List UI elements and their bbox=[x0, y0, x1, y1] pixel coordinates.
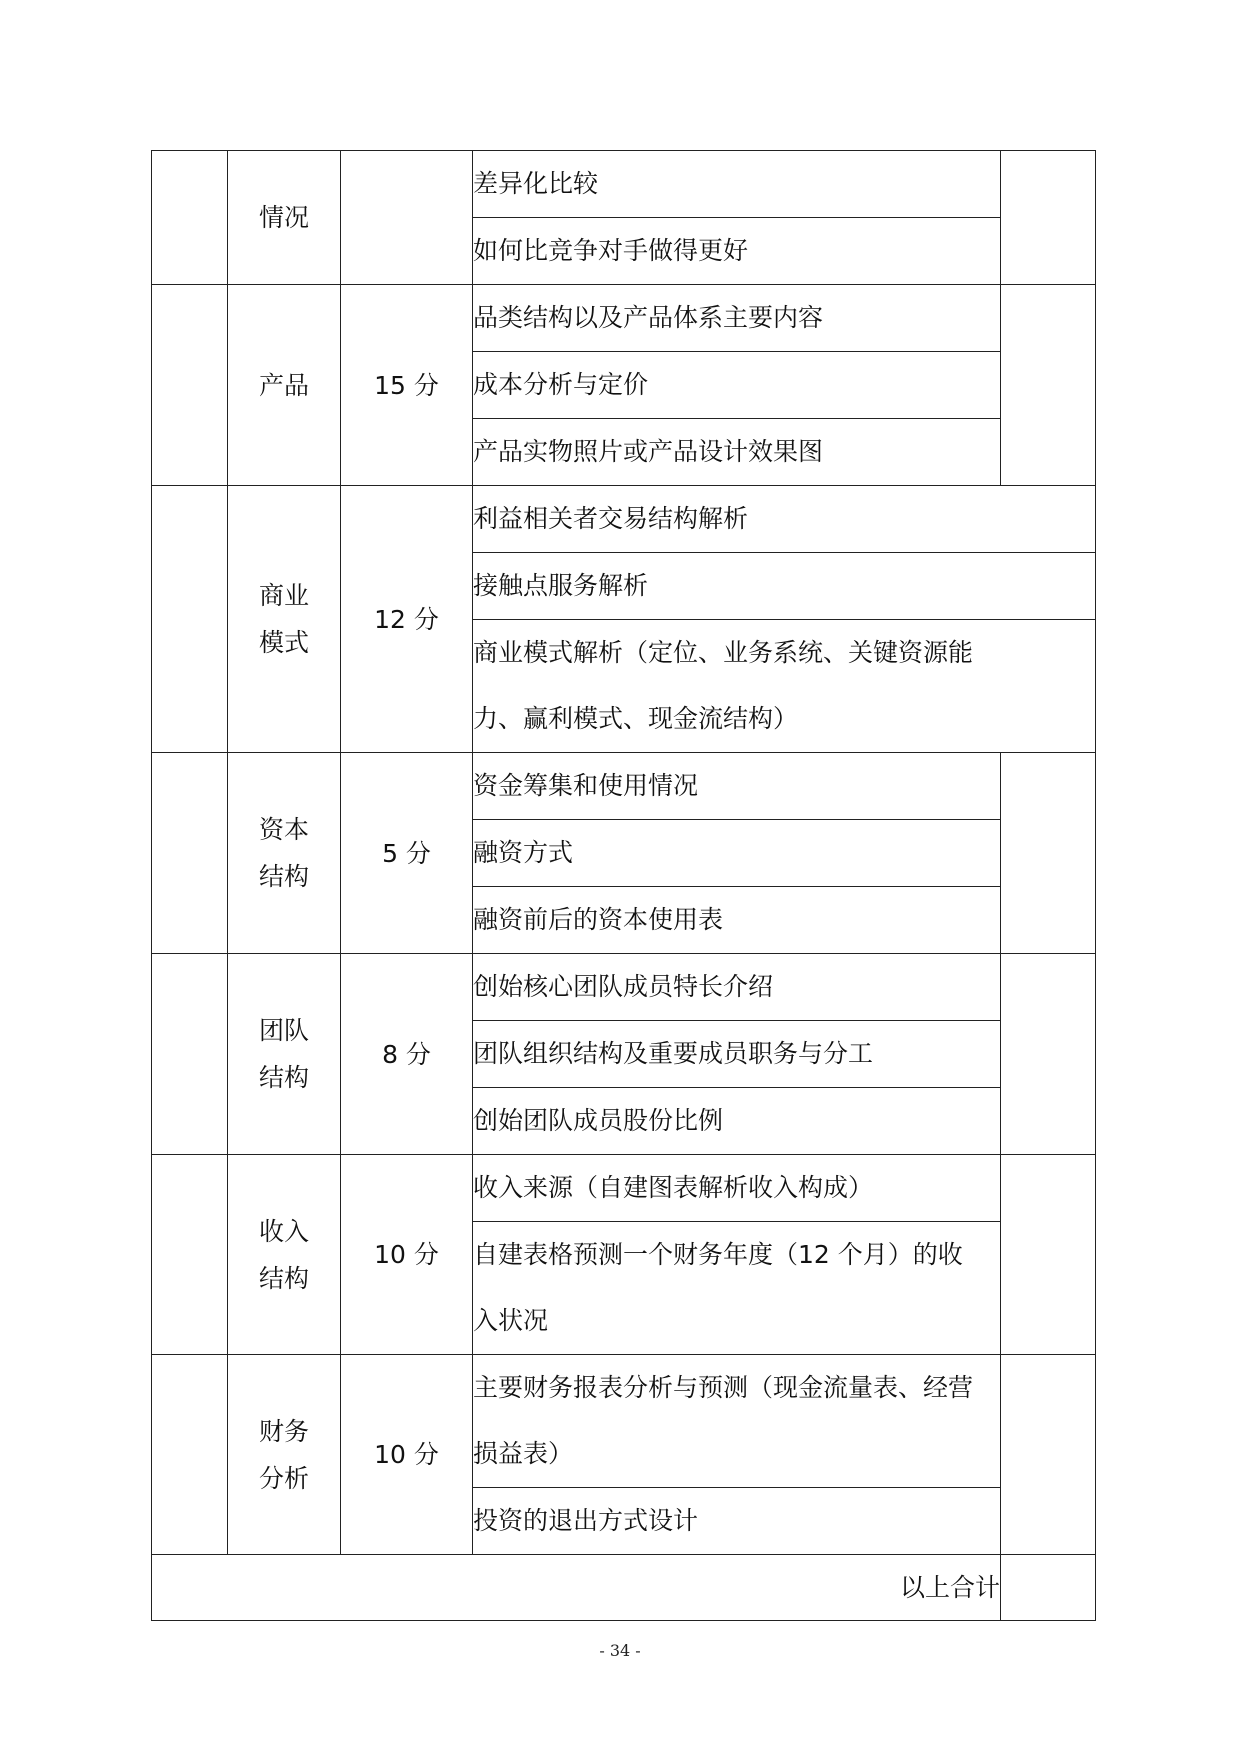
rating-cell[interactable] bbox=[1001, 753, 1096, 954]
score-cell bbox=[341, 1355, 473, 1555]
table-row bbox=[152, 1355, 1096, 1488]
category-label: 财务分析 bbox=[258, 1416, 309, 1493]
total-row bbox=[152, 1555, 1096, 1621]
category-label: 团队结构 bbox=[258, 1016, 309, 1092]
criterion-text: 主要财务报表分析与预测（现金流量表、经营损益表） bbox=[473, 1373, 974, 1468]
criterion-text: 产品实物照片或产品设计效果图 bbox=[473, 437, 824, 466]
category-label: 产品 bbox=[258, 370, 309, 400]
criterion-cell bbox=[473, 1021, 1001, 1088]
criterion-text: 融资方式 bbox=[473, 838, 574, 867]
criterion-text: 商业模式解析（定位、业务系统、关键资源能力、赢利模式、现金流结构） bbox=[473, 638, 974, 733]
criterion-cell bbox=[473, 1155, 1001, 1222]
criterion-text: 收入来源（自建图表解析收入构成） bbox=[473, 1173, 874, 1202]
category-cell bbox=[228, 954, 341, 1155]
criterion-cell bbox=[473, 620, 1096, 753]
table-row bbox=[152, 753, 1096, 820]
total-label-cell bbox=[152, 1555, 1001, 1621]
blank-cell bbox=[152, 486, 228, 753]
total-label: 以上合计 bbox=[899, 1573, 1000, 1602]
criterion-cell bbox=[473, 352, 1001, 419]
criterion-cell bbox=[473, 486, 1096, 553]
criterion-cell bbox=[473, 1088, 1001, 1155]
category-label: 商业模式 bbox=[258, 581, 309, 657]
criterion-text: 团队组织结构及重要成员职务与分工 bbox=[473, 1039, 874, 1068]
table-row bbox=[152, 954, 1096, 1021]
criterion-cell bbox=[473, 887, 1001, 954]
score-label: 10 分 bbox=[374, 1440, 439, 1469]
blank-cell bbox=[152, 1355, 228, 1555]
score-label: 10 分 bbox=[374, 1240, 439, 1269]
category-cell bbox=[228, 486, 341, 753]
score-label: 15 分 bbox=[374, 370, 439, 400]
criterion-text: 资金筹集和使用情况 bbox=[473, 771, 699, 800]
table-row bbox=[152, 486, 1096, 553]
blank-cell bbox=[152, 1155, 228, 1355]
criterion-cell bbox=[473, 151, 1001, 218]
table-row bbox=[152, 151, 1096, 218]
category-cell bbox=[228, 151, 341, 285]
criterion-text: 品类结构以及产品体系主要内容 bbox=[473, 303, 824, 332]
score-label: 8 分 bbox=[382, 1039, 431, 1069]
criterion-text: 差异化比较 bbox=[473, 169, 599, 198]
criterion-text: 投资的退出方式设计 bbox=[473, 1506, 699, 1535]
rating-cell[interactable] bbox=[1001, 151, 1096, 285]
criterion-text: 创始团队成员股份比例 bbox=[473, 1106, 724, 1135]
total-value-cell[interactable] bbox=[1001, 1555, 1096, 1621]
blank-cell bbox=[152, 753, 228, 954]
blank-cell bbox=[152, 954, 228, 1155]
score-cell bbox=[341, 486, 473, 753]
category-cell bbox=[228, 753, 341, 954]
category-label: 情况 bbox=[258, 203, 309, 232]
table-row bbox=[152, 1155, 1096, 1222]
blank-cell bbox=[152, 285, 228, 486]
score-cell bbox=[341, 285, 473, 486]
score-cell bbox=[341, 1155, 473, 1355]
rating-cell[interactable] bbox=[1001, 1155, 1096, 1355]
criterion-cell bbox=[473, 285, 1001, 352]
criterion-cell bbox=[473, 1222, 1001, 1355]
scoring-table bbox=[151, 150, 1096, 1621]
score-label: 5 分 bbox=[382, 838, 431, 868]
criterion-cell bbox=[473, 753, 1001, 820]
score-cell bbox=[341, 954, 473, 1155]
score-cell bbox=[341, 753, 473, 954]
criterion-cell bbox=[473, 218, 1001, 285]
criterion-cell bbox=[473, 419, 1001, 486]
criterion-text: 利益相关者交易结构解析 bbox=[473, 504, 749, 533]
rating-cell[interactable] bbox=[1001, 954, 1096, 1155]
criterion-text: 自建表格预测一个财务年度（12 个月）的收入状况 bbox=[473, 1240, 963, 1335]
category-cell bbox=[228, 1155, 341, 1355]
criterion-cell bbox=[473, 1488, 1001, 1555]
criterion-cell bbox=[473, 954, 1001, 1021]
criterion-cell bbox=[473, 553, 1096, 620]
criterion-text: 接触点服务解析 bbox=[473, 571, 649, 600]
criterion-text: 成本分析与定价 bbox=[473, 370, 649, 399]
criterion-text: 融资前后的资本使用表 bbox=[473, 905, 724, 934]
category-label: 收入结构 bbox=[258, 1216, 309, 1293]
score-cell bbox=[341, 151, 473, 285]
rating-cell[interactable] bbox=[1001, 285, 1096, 486]
score-label: 12 分 bbox=[374, 604, 439, 634]
criterion-text: 创始核心团队成员特长介绍 bbox=[473, 972, 774, 1001]
rating-cell[interactable] bbox=[1001, 1355, 1096, 1555]
criterion-cell bbox=[473, 820, 1001, 887]
page-number: - 34 - bbox=[599, 1641, 641, 1660]
criterion-text: 如何比竞争对手做得更好 bbox=[473, 236, 749, 265]
category-label: 资本结构 bbox=[258, 815, 309, 891]
blank-cell bbox=[152, 151, 228, 285]
criterion-cell bbox=[473, 1355, 1001, 1488]
table-row bbox=[152, 285, 1096, 352]
category-cell bbox=[228, 285, 341, 486]
category-cell bbox=[228, 1355, 341, 1555]
